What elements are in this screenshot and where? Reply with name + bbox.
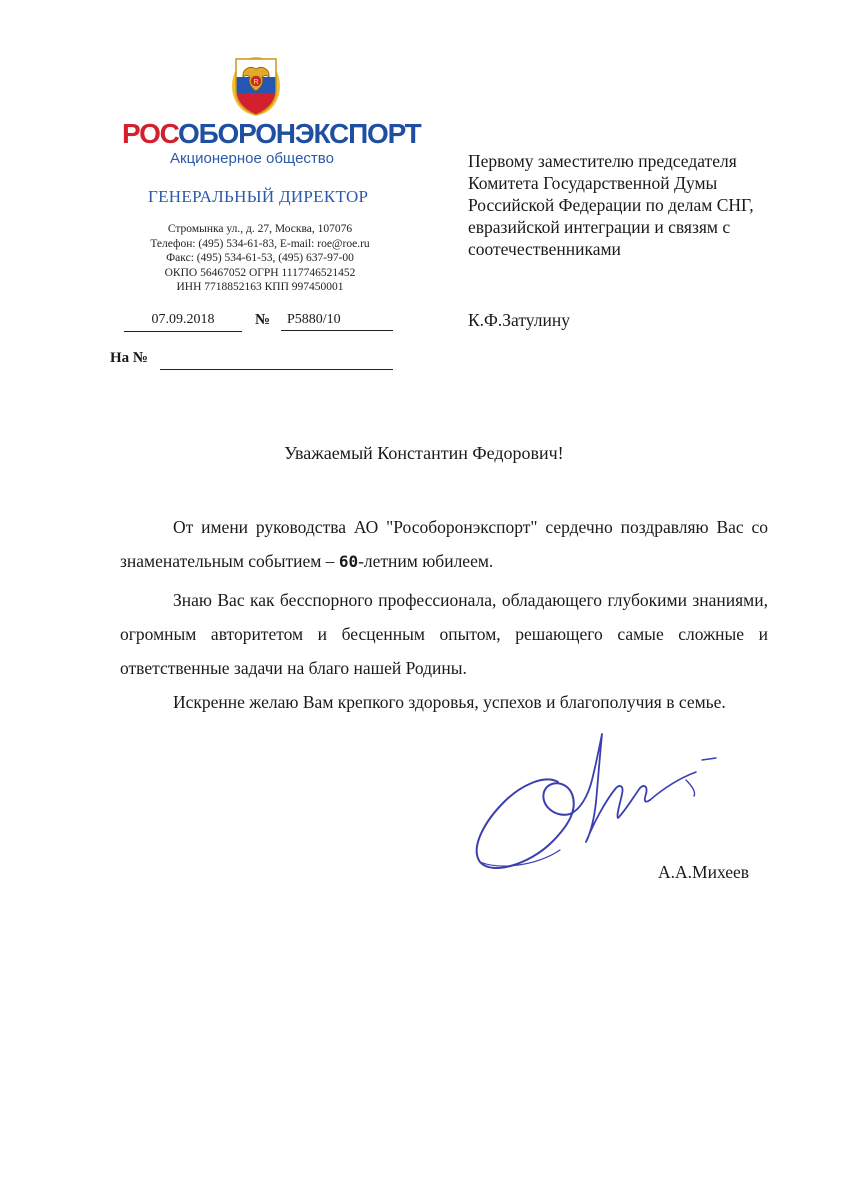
document-number-label: № <box>255 312 271 328</box>
paragraph-wishes: Искренне желаю Вам крепкого здоровья, успехов и благополучия в семье. <box>173 692 726 712</box>
recipient-line: евразийской интеграции и связям с <box>468 217 731 237</box>
document-date: 07.09.2018 <box>124 312 242 332</box>
sender-position: ГЕНЕРАЛЬНЫЙ ДИРЕКТОР <box>148 187 369 206</box>
contact-details <box>122 222 398 295</box>
reference-blank-line <box>160 351 393 370</box>
emblem-letter: R <box>253 79 259 86</box>
recipient-line: соотечественниками <box>468 239 621 259</box>
contact-line: Телефон: (495) 534-61-83, E-mail: roe@roe.ru <box>150 237 370 250</box>
contact-line: Факс: (495) 534-61-53, (495) 637-97-00 <box>166 252 354 264</box>
paragraph-praise: Знаю Вас как бесспорного профессионала, обладающего глубокими знаниями, огромным авторитетом и бесценным опытом, решающего самые сложные и ответственные задачи на благо нашей Родины. <box>120 590 768 678</box>
company-legal-form: Акционерное общество <box>170 150 334 167</box>
recipient-line: Российской Федерации по делам СНГ, <box>468 195 754 215</box>
signer-name: А.А.Михеев <box>658 862 750 882</box>
contact-line: Стромынка ул., д. 27, Москва, 107076 <box>167 223 353 235</box>
letter-body <box>120 510 768 719</box>
jubilee-number: 60 <box>338 552 359 571</box>
company-logo-text <box>122 118 421 150</box>
salutation: Уважаемый Константин Федорович! <box>284 443 564 463</box>
company-emblem <box>230 55 282 117</box>
recipient-line: Комитета Государственной Думы <box>468 173 718 193</box>
brand-part-red: РОС <box>122 118 179 149</box>
recipient-block <box>468 150 808 260</box>
paragraph-congratulation: От имени руководства АО "Рособоронэкспорт" сердечно поздравляю Вас со знаменательным событием – 60-летним юбилеем. <box>120 517 768 571</box>
reference-label: На № <box>110 350 148 366</box>
addressee-name: К.Ф.Затулину <box>468 310 570 330</box>
contact-line: ОКПО 56467052 ОГРН 1117746521452 <box>164 266 356 279</box>
document-number: Р5880/10 <box>281 312 393 331</box>
recipient-line: Первому заместителю председателя <box>468 151 737 171</box>
contact-line: ИНН 7718852163 КПП 997450001 <box>176 281 344 293</box>
handwritten-signature <box>440 730 730 880</box>
brand-part-blue: ОБОРОНЭКСПОРТ <box>178 118 421 149</box>
